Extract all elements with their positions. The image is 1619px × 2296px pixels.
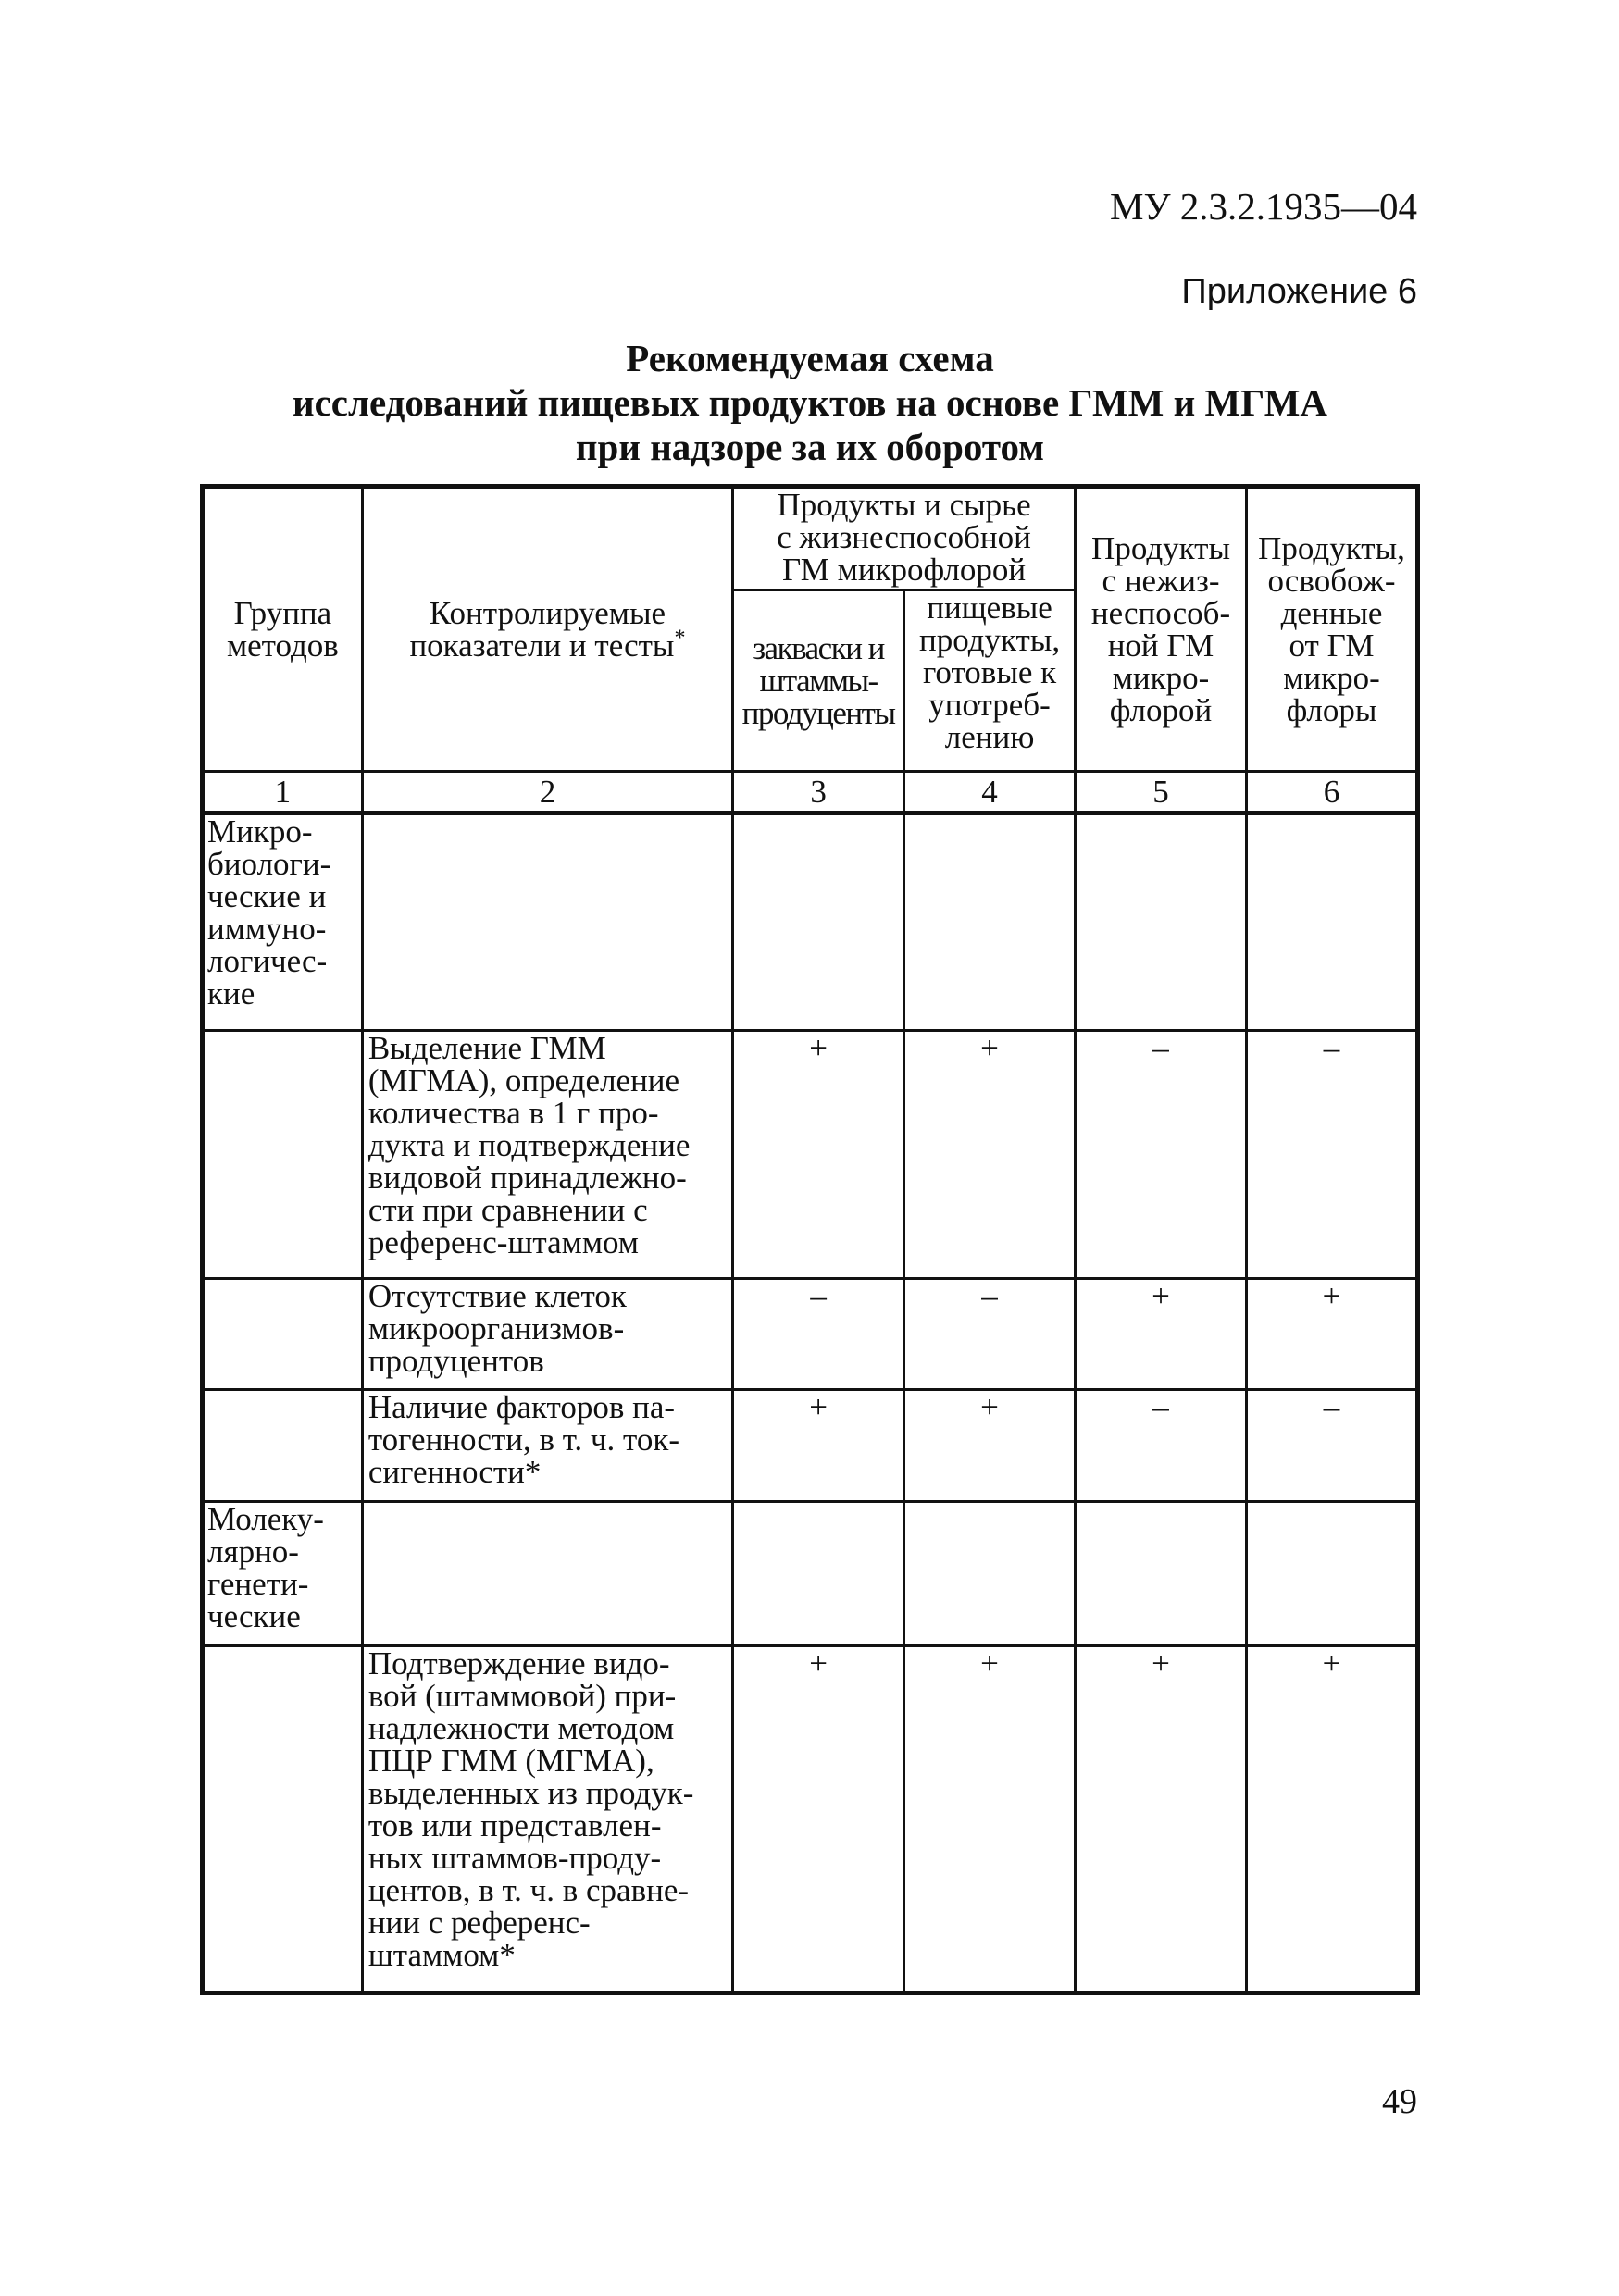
column-number: 3 — [733, 772, 904, 813]
mark-cell: + — [1247, 1279, 1418, 1390]
mark-cell: + — [733, 1031, 904, 1279]
title-line-1: Рекомендуемая схема — [626, 337, 994, 379]
header-group — [203, 487, 363, 772]
mark-cell: – — [733, 1279, 904, 1390]
table-row — [203, 1646, 1418, 1993]
group-cell — [203, 1031, 363, 1279]
mark-cell — [1076, 813, 1247, 1031]
header-freed-label: Продукты, освобож- денные от ГМ микро- флоры — [1258, 530, 1405, 728]
mark-cell: + — [904, 1390, 1076, 1502]
page-title — [200, 336, 1420, 469]
group-cell: Молеку- лярно- генети- ческие — [203, 1502, 363, 1646]
column-number: 4 — [904, 772, 1076, 813]
mark-cell: – — [1076, 1390, 1247, 1502]
table-row — [203, 1390, 1418, 1502]
mark-cell — [1247, 813, 1418, 1031]
mark-cell: – — [1247, 1390, 1418, 1502]
table-row — [203, 1279, 1418, 1390]
column-number: 1 — [203, 772, 363, 813]
mark-cell — [904, 1502, 1076, 1646]
group-cell — [203, 1646, 363, 1993]
indicator-cell: Наличие факторов па- тогенности, в т. ч. ток- сигенности* — [362, 1390, 732, 1502]
indicator-cell: Отсутствие клеток микроорганизмов- продуцентов — [362, 1279, 732, 1390]
group-cell — [203, 1390, 363, 1502]
mark-cell — [904, 813, 1076, 1031]
mark-cell: – — [1247, 1031, 1418, 1279]
mark-cell: – — [904, 1279, 1076, 1390]
mark-cell: + — [733, 1646, 904, 1993]
mark-cell — [733, 1502, 904, 1646]
title-line-3: при надзоре за их оборотом — [575, 426, 1045, 468]
title-line-2: исследований пищевых продуктов на основе ГММ и МГМА — [292, 381, 1328, 424]
table-row — [203, 1031, 1418, 1279]
mark-cell: – — [1076, 1031, 1247, 1279]
group-cell — [203, 1279, 363, 1390]
research-scheme-table — [200, 484, 1420, 1995]
header-row-top — [203, 487, 1418, 590]
header-group-label: Группа методов — [226, 595, 339, 664]
header-indicators — [362, 487, 732, 772]
indicator-cell: Выделение ГММ (МГМА), определение количества в 1 г про- дукта и подтверждение видовой принадлежно- сти при сравнении с референс-штаммом — [362, 1031, 732, 1279]
mark-cell: + — [904, 1646, 1076, 1993]
mark-cell: + — [1247, 1646, 1418, 1993]
indicator-cell: Подтверждение видо- вой (штаммовой) при- надлежности методом ПЦР ГММ (МГМА), выделенных из продук- тов или представлен- ных штаммов-проду- центов, в т. ч. в сравне- нии с референс- штаммом* — [362, 1646, 732, 1993]
footnote-mark: * — [674, 626, 686, 651]
header-live-starters — [733, 590, 904, 772]
header-nonviable — [1076, 487, 1247, 772]
header-freed — [1247, 487, 1418, 772]
header-live-group-label: Продукты и сырье с жизнеспособной ГМ микрофлорой — [777, 487, 1031, 588]
column-number: 6 — [1247, 772, 1418, 813]
page-number: 49 — [1382, 2082, 1417, 2121]
table-row — [203, 813, 1418, 1031]
header-live-group — [733, 487, 1076, 590]
mark-cell — [1076, 1502, 1247, 1646]
mark-cell — [733, 813, 904, 1031]
indicator-cell — [362, 813, 732, 1031]
document-code: МУ 2.3.2.1935—04 — [1110, 185, 1417, 228]
header-live-ready — [904, 590, 1076, 772]
column-number-row — [203, 772, 1418, 813]
appendix-label: Приложение 6 — [1181, 272, 1417, 311]
header-live-starters-label: закваски и штаммы- продуценты — [741, 630, 895, 731]
indicator-cell — [362, 1502, 732, 1646]
column-number: 5 — [1076, 772, 1247, 813]
header-indicators-label: Контролируемые показатели и тесты — [409, 595, 675, 664]
header-live-ready-label: пищевые продукты, готовые к употреб- лению — [918, 590, 1061, 755]
mark-cell: + — [733, 1390, 904, 1502]
mark-cell — [1247, 1502, 1418, 1646]
column-number: 2 — [362, 772, 732, 813]
mark-cell: + — [1076, 1646, 1247, 1993]
group-cell: Микро- биологи- ческие и иммуно- логичес- кие — [203, 813, 363, 1031]
mark-cell: + — [1076, 1279, 1247, 1390]
header-nonviable-label: Продукты с нежиз- неспособ- ной ГМ микро- флорой — [1090, 530, 1231, 728]
mark-cell: + — [904, 1031, 1076, 1279]
table-row — [203, 1502, 1418, 1646]
